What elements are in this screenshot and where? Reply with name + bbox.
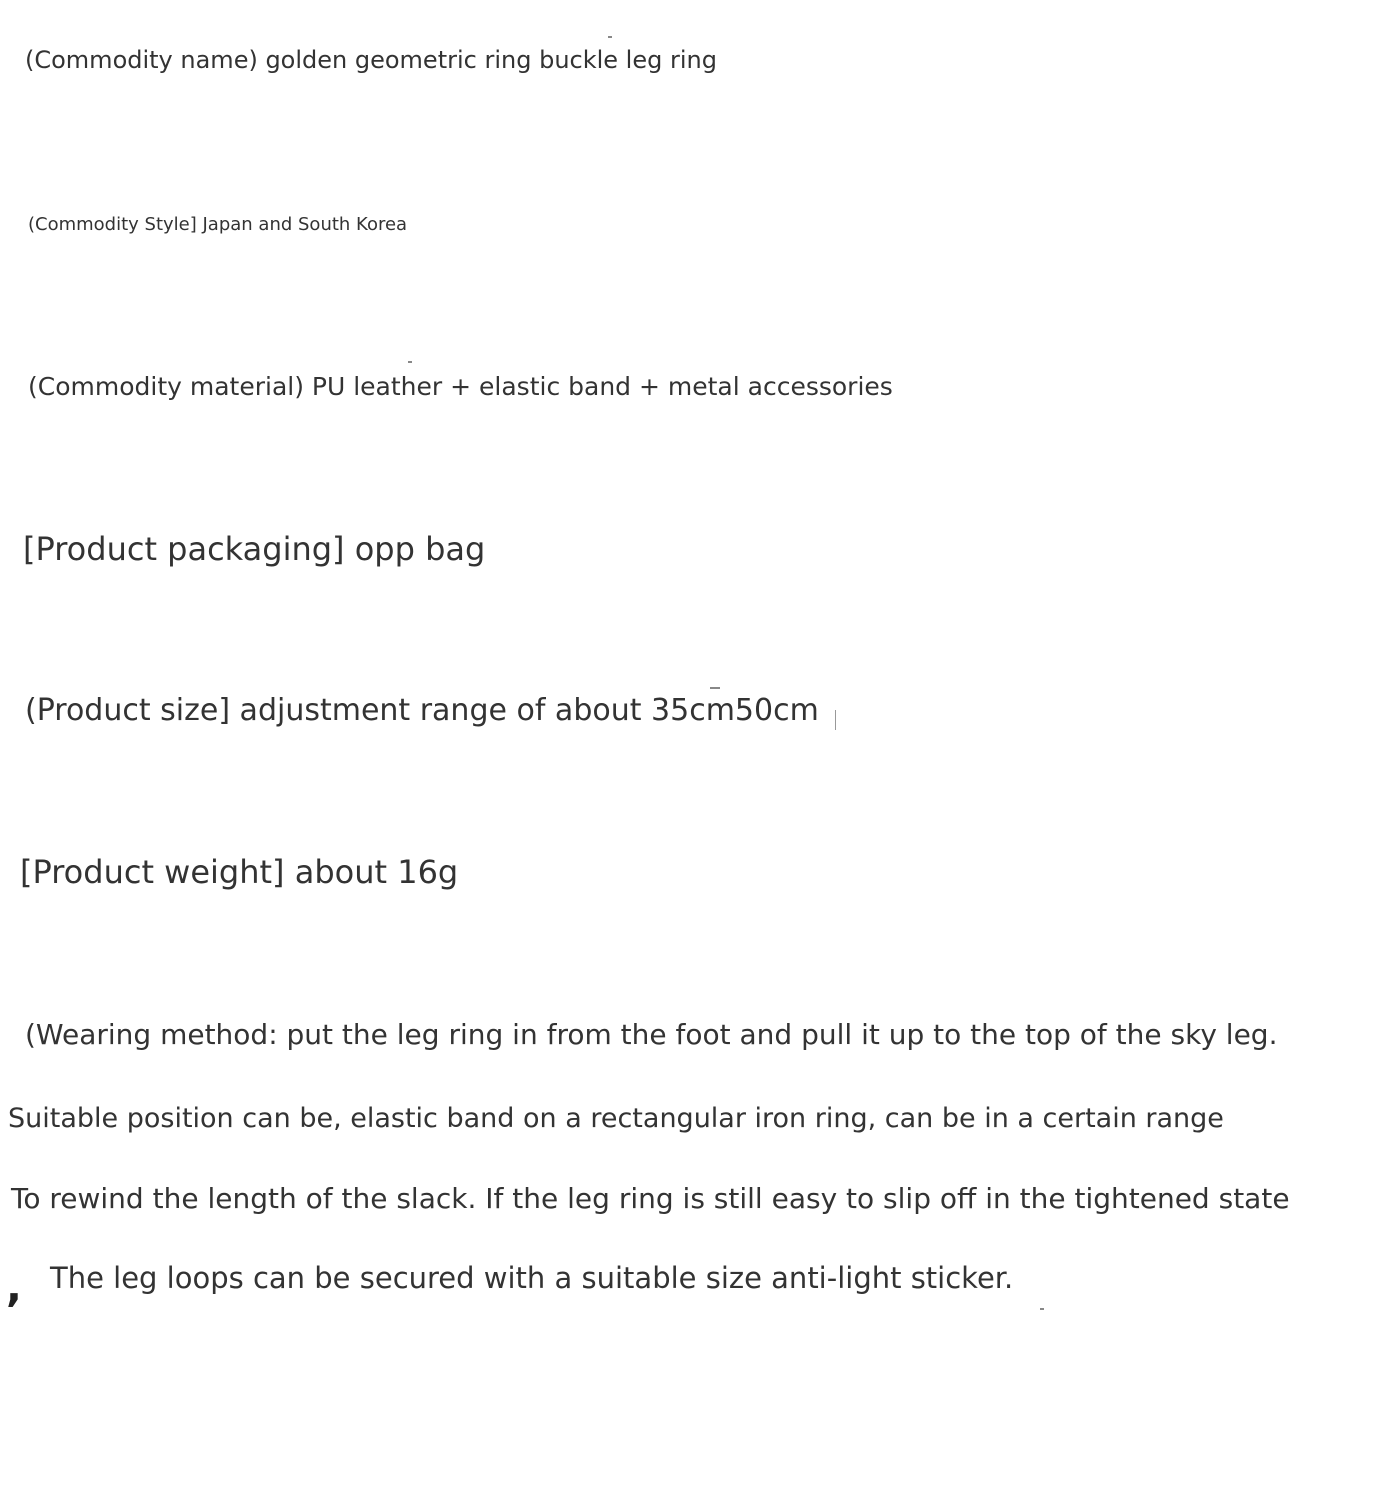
text-cursor-mark bbox=[835, 710, 836, 730]
product-size-line: (Product size] adjustment range of about 35cm50cm bbox=[25, 693, 819, 728]
wearing-method-comma: , bbox=[6, 1262, 22, 1311]
scan-speck bbox=[608, 36, 612, 38]
scan-speck bbox=[1040, 1308, 1044, 1310]
wearing-method-line-4: The leg loops can be secured with a suitable size anti-light sticker. bbox=[50, 1261, 1014, 1295]
wearing-method-line-1: (Wearing method: put the leg ring in from the foot and pull it up to the top of the sky leg. bbox=[25, 1018, 1278, 1051]
product-packaging-line: [Product packaging] opp bag bbox=[23, 530, 486, 568]
commodity-name-line: (Commodity name) golden geometric ring buckle leg ring bbox=[25, 46, 717, 74]
commodity-material-line: (Commodity material) PU leather + elastic band + metal accessories bbox=[28, 372, 893, 401]
wearing-method-line-2: Suitable position can be, elastic band on a rectangular iron ring, can be in a certain range bbox=[8, 1103, 1224, 1134]
scan-speck bbox=[408, 361, 412, 363]
scan-speck bbox=[710, 687, 720, 689]
product-weight-line: [Product weight] about 16g bbox=[20, 853, 459, 891]
wearing-method-line-3: To rewind the length of the slack. If the leg ring is still easy to slip off in the tightened state bbox=[11, 1182, 1290, 1215]
commodity-style-line: (Commodity Style] Japan and South Korea bbox=[28, 214, 408, 235]
